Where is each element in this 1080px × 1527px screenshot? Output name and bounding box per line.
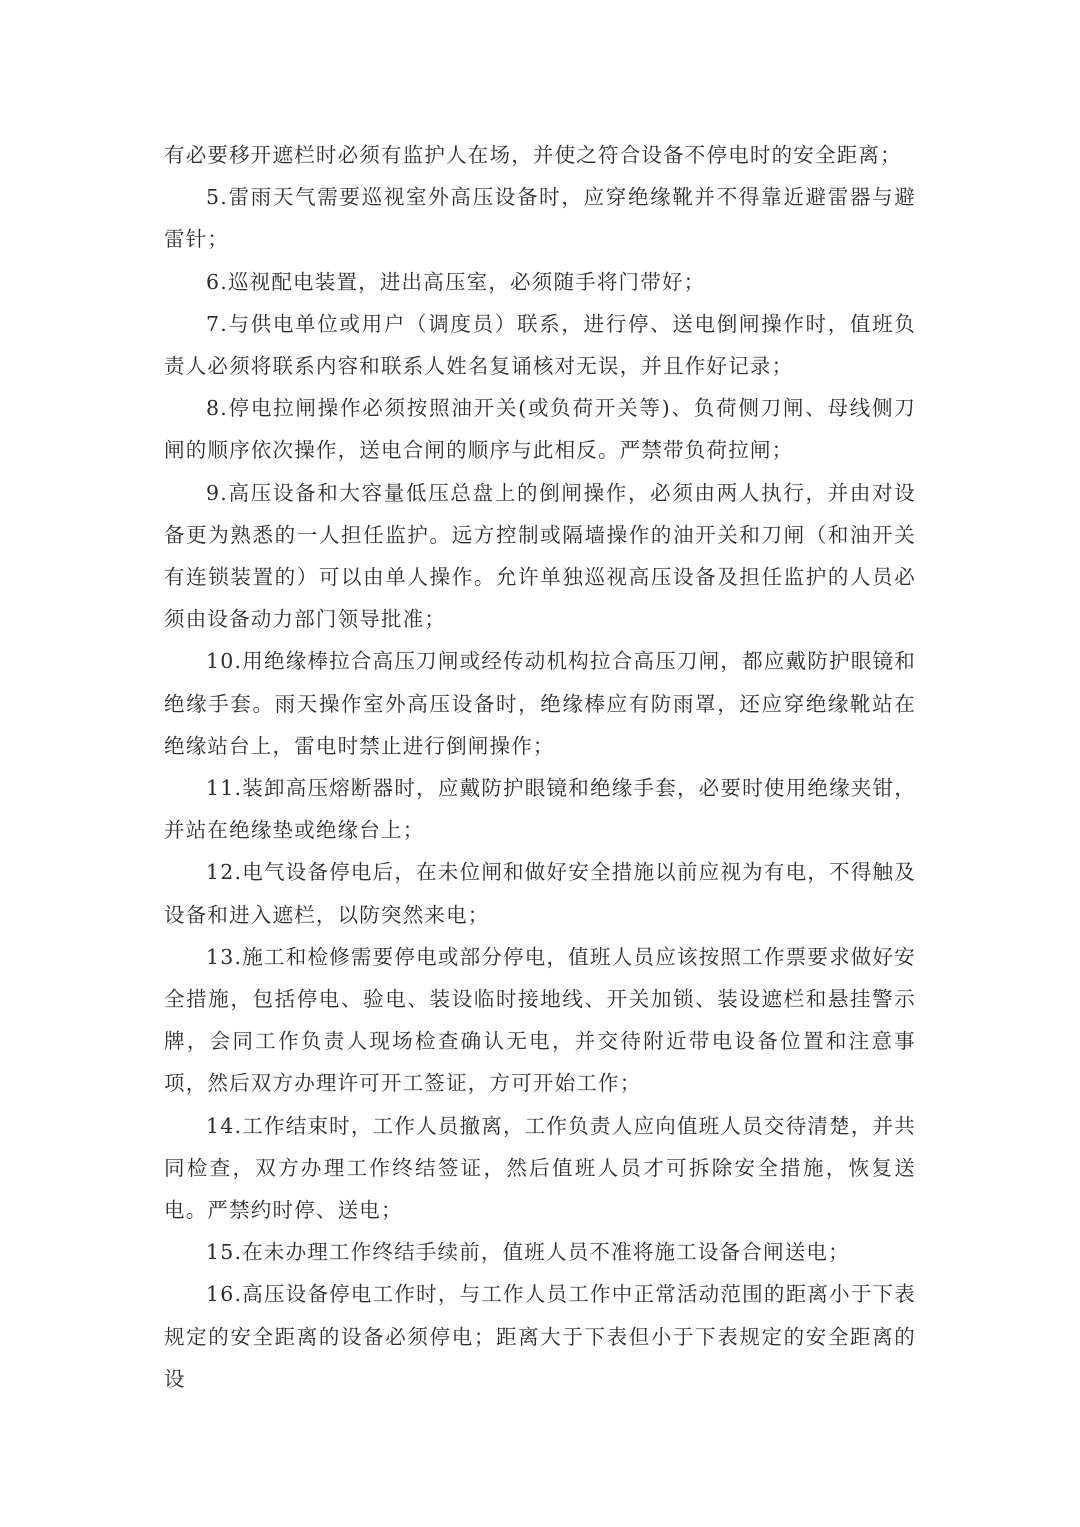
paragraph-item-8: 8.停电拉闸操作必须按照油开关(或负荷开关等)、负荷侧刀闸、母线侧刀闸的顺序依次操作，送电合闸的顺序与此相反。严禁带负荷拉闸； — [164, 396, 916, 463]
paragraph-item-7: 7.与供电单位或用户（调度员）联系，进行停、送电倒闸操作时，值班负责人必须将联系内容和联系人姓名复诵核对无误，并且作好记录； — [164, 311, 916, 379]
paragraph-item-9: 9.高压设备和大容量低压总盘上的倒闸操作，必须由两人执行，并由对设备更为熟悉的一人担任监护。远方控制或隔墙操作的油开关和刀闸（和油开关有连锁装置的）可以由单人操作。允许单独巡视高压设备及担任监护的人员必须由设备动力部门领导批准； — [164, 480, 916, 632]
paragraph-item-14: 14.工作结束时，工作人员撤离，工作负责人应向值班人员交待清楚，并共同检查，双方办理工作终结签证，然后值班人员才可拆除安全措施，恢复送电。严禁约时停、送电； — [164, 1113, 916, 1223]
paragraph-continuation: 有必要移开遮栏时必须有监护人在场，并使之符合设备不停电时的安全距离； — [164, 143, 902, 167]
paragraph-item-12: 12.电气设备停电后，在未位闸和做好安全措施以前应视为有电，不得触及设备和进入遮栏，以防突然来电； — [164, 860, 916, 927]
paragraph-item-5: 5.雷雨天气需要巡视室外高压设备时，应穿绝缘靴并不得靠近避雷器与避雷针； — [164, 185, 916, 252]
paragraph-item-10: 10.用绝缘棒拉合高压刀闸或经传动机构拉合高压刀闸，都应戴防护眼镜和绝缘手套。雨天操作室外高压设备时，绝缘棒应有防雨罩，还应穿绝缘靴站在绝缘站台上，雷电时禁止进行倒闸操作； — [164, 649, 916, 758]
document-body — [164, 134, 916, 1400]
paragraph-item-11: 11.装卸高压熔断器时，应戴防护眼镜和绝缘手套，必要时使用绝缘夹钳，并站在绝缘垫或绝缘台上； — [164, 776, 916, 843]
paragraph-item-16: 16.高压设备停电工作时，与工作人员工作中正常活动范围的距离小于下表规定的安全距离的设备必须停电；距离大于下表但小于下表规定的安全距离的设 — [164, 1282, 916, 1391]
paragraph-item-6: 6.巡视配电装置，进出高压室，必须随手将门带好； — [206, 269, 706, 294]
paragraph-item-15: 15.在未办理工作终结手续前，值班人员不准将施工设备合闸送电； — [206, 1240, 850, 1265]
paragraph-item-13: 13.施工和检修需要停电或部分停电，值班人员应该按照工作票要求做好安全措施，包括停电、验电、装设临时接地线、开关加锁、装设遮栏和悬挂警示牌，会同工作负责人现场检查确认无电，并交待附近带电设备位置和注意事项，然后双方办理许可开工签证，方可开始工作； — [164, 944, 916, 1096]
